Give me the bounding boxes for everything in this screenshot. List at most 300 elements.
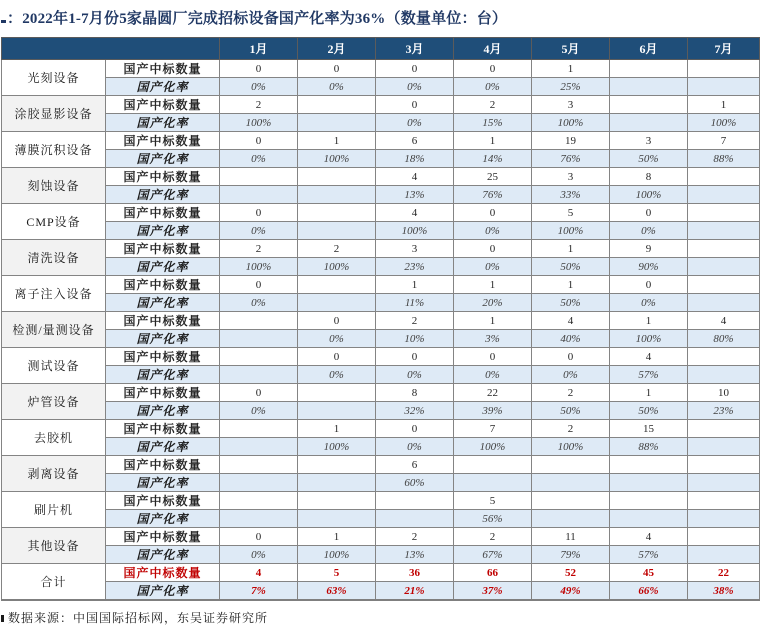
- rate-value: 0%: [376, 78, 454, 96]
- count-value: [610, 492, 688, 510]
- category-cell: 合计: [2, 564, 106, 601]
- figure-title-prefix: ：: [7, 11, 23, 27]
- count-value: 7: [454, 420, 532, 438]
- count-value: [220, 456, 298, 474]
- count-value: 0: [220, 60, 298, 78]
- month-header: 3月: [376, 38, 454, 60]
- count-row: [2, 96, 760, 114]
- rate-value: 49%: [532, 582, 610, 601]
- count-label: 国产中标数量: [106, 276, 220, 294]
- rate-row: [2, 222, 760, 240]
- rate-value: 57%: [610, 366, 688, 384]
- rate-label: 国产化率: [106, 366, 220, 384]
- rate-value: 0%: [532, 366, 610, 384]
- rate-row: [2, 402, 760, 420]
- rate-value: 10%: [376, 330, 454, 348]
- rate-value: 100%: [610, 186, 688, 204]
- rate-label: 国产化率: [106, 330, 220, 348]
- rate-value: 66%: [610, 582, 688, 601]
- count-value: [298, 276, 376, 294]
- rate-value: 0%: [220, 294, 298, 312]
- rate-value: 60%: [376, 474, 454, 492]
- count-value: [532, 456, 610, 474]
- rate-value: 0%: [376, 438, 454, 456]
- rate-value: [298, 222, 376, 240]
- rate-value: [688, 258, 760, 276]
- count-value: 0: [376, 96, 454, 114]
- rate-row: [2, 546, 760, 564]
- rate-row: [2, 186, 760, 204]
- rate-value: 0%: [610, 222, 688, 240]
- month-header: 6月: [610, 38, 688, 60]
- rate-value: 0%: [454, 366, 532, 384]
- rate-value: 57%: [610, 546, 688, 564]
- rate-value: [532, 510, 610, 528]
- count-value: 1: [454, 276, 532, 294]
- rate-value: 0%: [220, 78, 298, 96]
- category-cell: 测试设备: [2, 348, 106, 384]
- count-value: 2: [376, 528, 454, 546]
- count-value: 25: [454, 168, 532, 186]
- rate-value: 88%: [688, 150, 760, 168]
- count-value: 2: [454, 528, 532, 546]
- rate-row: [2, 582, 760, 601]
- count-row: [2, 240, 760, 258]
- category-cell: 去胶机: [2, 420, 106, 456]
- count-label: 国产中标数量: [106, 528, 220, 546]
- rate-value: [610, 474, 688, 492]
- rate-value: 100%: [532, 438, 610, 456]
- rate-value: 0%: [610, 294, 688, 312]
- rate-value: [220, 474, 298, 492]
- count-label: 国产中标数量: [106, 96, 220, 114]
- rate-value: [688, 438, 760, 456]
- count-label: 国产中标数量: [106, 384, 220, 402]
- rate-row: [2, 114, 760, 132]
- count-value: [298, 168, 376, 186]
- rate-row: [2, 78, 760, 96]
- data-source-text: 数据来源：中国国际招标网，东吴证券研究所: [8, 611, 269, 625]
- rate-value: [688, 294, 760, 312]
- rate-value: [376, 510, 454, 528]
- count-label: 国产中标数量: [106, 240, 220, 258]
- rate-value: 100%: [610, 330, 688, 348]
- count-value: 1: [298, 132, 376, 150]
- rate-value: [688, 510, 760, 528]
- rate-value: 23%: [688, 402, 760, 420]
- rate-value: [220, 510, 298, 528]
- count-value: 22: [688, 564, 760, 582]
- count-label: 国产中标数量: [106, 420, 220, 438]
- count-value: 10: [688, 384, 760, 402]
- rate-value: 100%: [298, 438, 376, 456]
- rate-row: [2, 510, 760, 528]
- rate-value: 25%: [532, 78, 610, 96]
- rate-value: 39%: [454, 402, 532, 420]
- count-row: [2, 276, 760, 294]
- count-value: 45: [610, 564, 688, 582]
- count-value: 1: [454, 132, 532, 150]
- rate-value: 0%: [220, 150, 298, 168]
- rate-value: [610, 114, 688, 132]
- rate-value: 38%: [688, 582, 760, 601]
- count-value: 0: [220, 528, 298, 546]
- figure-title: [1, 7, 761, 28]
- rate-value: 7%: [220, 582, 298, 601]
- count-value: [688, 420, 760, 438]
- rate-label: 国产化率: [106, 294, 220, 312]
- count-row: [2, 312, 760, 330]
- count-value: 0: [454, 240, 532, 258]
- rate-row: [2, 438, 760, 456]
- count-value: 66: [454, 564, 532, 582]
- rate-value: 100%: [532, 114, 610, 132]
- count-value: [610, 96, 688, 114]
- rate-value: 100%: [220, 114, 298, 132]
- rate-row: [2, 330, 760, 348]
- rate-value: 50%: [532, 294, 610, 312]
- count-value: 8: [610, 168, 688, 186]
- count-value: 2: [298, 240, 376, 258]
- table-body: [2, 60, 760, 601]
- count-value: 4: [610, 528, 688, 546]
- rate-value: 50%: [610, 150, 688, 168]
- rate-value: [298, 510, 376, 528]
- rate-value: 76%: [532, 150, 610, 168]
- rate-value: 50%: [532, 258, 610, 276]
- rate-value: 0%: [376, 114, 454, 132]
- rate-value: 56%: [454, 510, 532, 528]
- rate-value: [454, 474, 532, 492]
- count-value: 0: [298, 348, 376, 366]
- count-value: 4: [376, 168, 454, 186]
- count-label: 国产中标数量: [106, 168, 220, 186]
- rate-label: 国产化率: [106, 510, 220, 528]
- count-value: [376, 492, 454, 510]
- count-value: [298, 456, 376, 474]
- count-value: 0: [610, 204, 688, 222]
- rate-value: 21%: [376, 582, 454, 601]
- rate-value: [298, 474, 376, 492]
- rate-value: 18%: [376, 150, 454, 168]
- rate-value: 15%: [454, 114, 532, 132]
- count-row: [2, 132, 760, 150]
- count-value: 1: [376, 276, 454, 294]
- rate-value: 0%: [454, 258, 532, 276]
- month-header: 2月: [298, 38, 376, 60]
- count-value: 2: [220, 240, 298, 258]
- category-cell: 检测/量测设备: [2, 312, 106, 348]
- rate-value: 100%: [376, 222, 454, 240]
- rate-value: [298, 294, 376, 312]
- rate-value: 0%: [298, 330, 376, 348]
- count-value: [220, 312, 298, 330]
- count-value: 2: [532, 420, 610, 438]
- count-value: 1: [532, 240, 610, 258]
- rate-value: 100%: [298, 150, 376, 168]
- count-value: 0: [298, 312, 376, 330]
- rate-value: 50%: [532, 402, 610, 420]
- count-value: 5: [298, 564, 376, 582]
- count-value: 1: [610, 312, 688, 330]
- rate-row: [2, 474, 760, 492]
- count-label: 国产中标数量: [106, 456, 220, 474]
- count-value: 0: [220, 204, 298, 222]
- rate-value: 0%: [454, 222, 532, 240]
- count-value: [298, 96, 376, 114]
- count-value: 0: [376, 60, 454, 78]
- data-source-note: [1, 609, 761, 626]
- count-value: [220, 348, 298, 366]
- rate-value: 80%: [688, 330, 760, 348]
- count-value: 0: [532, 348, 610, 366]
- rate-value: 32%: [376, 402, 454, 420]
- count-value: 36: [376, 564, 454, 582]
- rate-label: 国产化率: [106, 474, 220, 492]
- figure-title-text: 2022年1-7月份5家晶圆厂完成招标设备国产化率为36%（数量单位：台）: [22, 11, 508, 27]
- count-value: 2: [220, 96, 298, 114]
- count-row: [2, 564, 760, 582]
- count-value: 0: [610, 276, 688, 294]
- rate-value: 33%: [532, 186, 610, 204]
- count-label: 国产中标数量: [106, 60, 220, 78]
- count-value: [688, 528, 760, 546]
- count-value: 4: [376, 204, 454, 222]
- rate-row: [2, 366, 760, 384]
- rate-value: [688, 222, 760, 240]
- rate-value: 100%: [688, 114, 760, 132]
- rate-value: 0%: [298, 366, 376, 384]
- rate-value: 0%: [298, 78, 376, 96]
- count-value: 4: [532, 312, 610, 330]
- count-value: 9: [610, 240, 688, 258]
- count-value: 2: [454, 96, 532, 114]
- count-value: 4: [220, 564, 298, 582]
- count-value: 22: [454, 384, 532, 402]
- count-value: 0: [376, 420, 454, 438]
- rate-label: 国产化率: [106, 150, 220, 168]
- count-value: [688, 276, 760, 294]
- count-value: 0: [376, 348, 454, 366]
- count-value: [298, 384, 376, 402]
- rate-value: 0%: [220, 546, 298, 564]
- count-value: [220, 420, 298, 438]
- count-value: 0: [220, 384, 298, 402]
- rate-value: 13%: [376, 546, 454, 564]
- rate-value: [688, 366, 760, 384]
- rate-value: [532, 474, 610, 492]
- rate-value: [220, 186, 298, 204]
- rate-value: 11%: [376, 294, 454, 312]
- month-header: 4月: [454, 38, 532, 60]
- rate-value: 100%: [454, 438, 532, 456]
- count-label: 国产中标数量: [106, 564, 220, 582]
- count-value: [688, 168, 760, 186]
- count-row: [2, 60, 760, 78]
- category-cell: 离子注入设备: [2, 276, 106, 312]
- count-value: 15: [610, 420, 688, 438]
- count-value: 1: [532, 60, 610, 78]
- equipment-localization-table: [1, 37, 760, 601]
- count-value: 1: [532, 276, 610, 294]
- count-value: 0: [454, 348, 532, 366]
- count-value: 1: [454, 312, 532, 330]
- rate-value: 3%: [454, 330, 532, 348]
- count-value: [298, 204, 376, 222]
- rate-value: 0%: [376, 366, 454, 384]
- rate-value: [220, 438, 298, 456]
- rate-value: [688, 546, 760, 564]
- category-cell: 刻蚀设备: [2, 168, 106, 204]
- rate-value: [220, 330, 298, 348]
- rate-row: [2, 150, 760, 168]
- rate-value: 100%: [298, 258, 376, 276]
- count-value: 1: [688, 96, 760, 114]
- count-value: 1: [610, 384, 688, 402]
- table-header-row: [2, 38, 760, 60]
- count-row: [2, 348, 760, 366]
- count-value: 2: [376, 312, 454, 330]
- count-value: 4: [610, 348, 688, 366]
- rate-value: 88%: [610, 438, 688, 456]
- rate-value: 100%: [220, 258, 298, 276]
- count-value: 4: [688, 312, 760, 330]
- count-value: 19: [532, 132, 610, 150]
- rate-value: [688, 78, 760, 96]
- rate-value: 67%: [454, 546, 532, 564]
- rate-value: [610, 510, 688, 528]
- count-row: [2, 528, 760, 546]
- count-value: 3: [376, 240, 454, 258]
- rate-value: 37%: [454, 582, 532, 601]
- rate-row: [2, 258, 760, 276]
- count-value: [688, 204, 760, 222]
- count-label: 国产中标数量: [106, 348, 220, 366]
- count-value: [610, 60, 688, 78]
- count-value: 6: [376, 132, 454, 150]
- rate-label: 国产化率: [106, 78, 220, 96]
- table-header: [2, 38, 760, 60]
- rate-value: [298, 114, 376, 132]
- count-value: 3: [532, 96, 610, 114]
- category-cell: 清洗设备: [2, 240, 106, 276]
- month-header: 7月: [688, 38, 760, 60]
- category-cell: 光刻设备: [2, 60, 106, 96]
- rate-value: 13%: [376, 186, 454, 204]
- count-value: 0: [298, 60, 376, 78]
- rate-value: 100%: [298, 546, 376, 564]
- rate-value: 0%: [220, 402, 298, 420]
- count-value: 5: [532, 204, 610, 222]
- rate-value: 63%: [298, 582, 376, 601]
- count-value: 0: [220, 132, 298, 150]
- count-row: [2, 384, 760, 402]
- count-row: [2, 204, 760, 222]
- count-value: [298, 492, 376, 510]
- rate-value: 14%: [454, 150, 532, 168]
- count-value: [688, 456, 760, 474]
- count-row: [2, 456, 760, 474]
- rate-value: 79%: [532, 546, 610, 564]
- category-cell: 刷片机: [2, 492, 106, 528]
- rate-value: [298, 402, 376, 420]
- category-cell: 其他设备: [2, 528, 106, 564]
- count-value: 0: [454, 60, 532, 78]
- rate-value: [220, 366, 298, 384]
- month-header: 5月: [532, 38, 610, 60]
- count-value: 1: [298, 420, 376, 438]
- count-value: 7: [688, 132, 760, 150]
- rate-label: 国产化率: [106, 438, 220, 456]
- rate-value: 100%: [532, 222, 610, 240]
- rate-label: 国产化率: [106, 186, 220, 204]
- count-value: [688, 348, 760, 366]
- count-value: [610, 456, 688, 474]
- count-row: [2, 492, 760, 510]
- corner-cell: [2, 38, 220, 60]
- count-value: 0: [220, 276, 298, 294]
- rate-label: 国产化率: [106, 222, 220, 240]
- count-value: 6: [376, 456, 454, 474]
- count-label: 国产中标数量: [106, 204, 220, 222]
- count-value: 3: [532, 168, 610, 186]
- count-value: 3: [610, 132, 688, 150]
- count-row: [2, 168, 760, 186]
- count-value: [688, 240, 760, 258]
- rate-value: [610, 78, 688, 96]
- rate-value: [298, 186, 376, 204]
- count-value: 0: [454, 204, 532, 222]
- rate-value: 20%: [454, 294, 532, 312]
- category-cell: 涂胶显影设备: [2, 96, 106, 132]
- category-cell: 薄膜沉积设备: [2, 132, 106, 168]
- rate-row: [2, 294, 760, 312]
- rate-value: 23%: [376, 258, 454, 276]
- rate-value: [688, 186, 760, 204]
- count-value: [688, 492, 760, 510]
- category-cell: 剥离设备: [2, 456, 106, 492]
- month-header: 1月: [220, 38, 298, 60]
- count-value: 52: [532, 564, 610, 582]
- count-value: [454, 456, 532, 474]
- rate-value: 90%: [610, 258, 688, 276]
- count-value: [688, 60, 760, 78]
- rate-value: 50%: [610, 402, 688, 420]
- count-label: 国产中标数量: [106, 132, 220, 150]
- count-value: [532, 492, 610, 510]
- rate-label: 国产化率: [106, 402, 220, 420]
- count-value: 2: [532, 384, 610, 402]
- count-value: 1: [298, 528, 376, 546]
- rate-label: 国产化率: [106, 582, 220, 601]
- rate-value: 40%: [532, 330, 610, 348]
- count-label: 国产中标数量: [106, 312, 220, 330]
- rate-value: [688, 474, 760, 492]
- count-row: [2, 420, 760, 438]
- rate-value: 76%: [454, 186, 532, 204]
- count-value: 5: [454, 492, 532, 510]
- rate-value: 0%: [220, 222, 298, 240]
- rate-label: 国产化率: [106, 546, 220, 564]
- rate-label: 国产化率: [106, 258, 220, 276]
- category-cell: CMP设备: [2, 204, 106, 240]
- rate-label: 国产化率: [106, 114, 220, 132]
- count-label: 国产中标数量: [106, 492, 220, 510]
- count-value: [220, 168, 298, 186]
- count-value: 8: [376, 384, 454, 402]
- rate-value: 0%: [454, 78, 532, 96]
- category-cell: 炉管设备: [2, 384, 106, 420]
